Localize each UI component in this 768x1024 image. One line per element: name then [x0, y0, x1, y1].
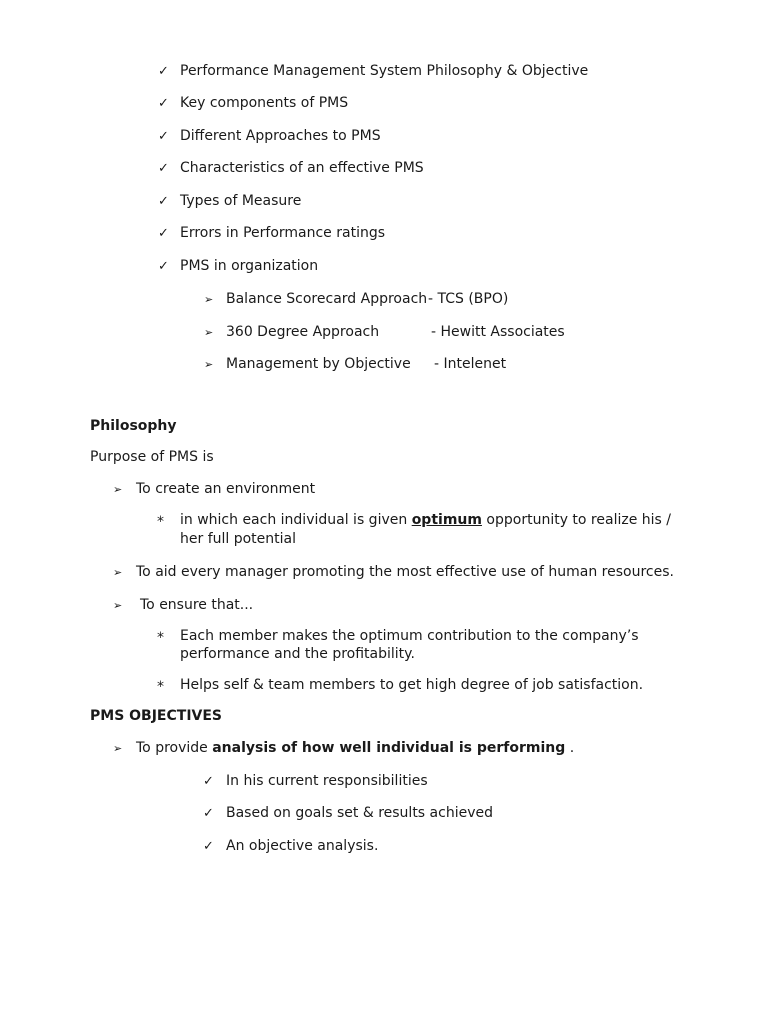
philosophy-subpoint: in which each individual is given optimum opportunity to realize his /: [180, 512, 671, 528]
checklist-item: PMS in organization: [180, 258, 319, 274]
check-icon: ✓: [158, 96, 169, 111]
arrow-bullet-icon: ➢: [204, 293, 214, 306]
philosophy-point: To ensure that...: [140, 597, 254, 613]
check-icon: ✓: [158, 129, 169, 144]
approach-name: Management by Objective: [226, 356, 411, 372]
arrow-bullet-icon: ➢: [113, 566, 123, 579]
philosophy-point: To create an environment: [136, 481, 316, 497]
checklist-item: Different Approaches to PMS: [180, 128, 381, 144]
arrow-bullet-icon: ➢: [113, 483, 123, 496]
check-icon: ✓: [158, 259, 169, 274]
checklist-item: Errors in Performance ratings: [180, 225, 386, 241]
checklist-item: Characteristics of an effective PMS: [180, 160, 424, 176]
philosophy-point: To aid every manager promoting the most effective use of human resources.: [136, 564, 674, 580]
objectives-item: In his current responsibilities: [226, 773, 428, 789]
check-icon: ✓: [203, 774, 214, 789]
checklist-item: Key components of PMS: [180, 95, 349, 111]
asterisk-bullet-icon: *: [157, 630, 164, 646]
philosophy-subpoint-line2: performance and the profitability.: [180, 646, 415, 662]
approach-name: 360 Degree Approach: [226, 324, 380, 340]
asterisk-bullet-icon: *: [157, 679, 164, 695]
approach-company: - Intelenet: [434, 356, 507, 372]
check-icon: ✓: [203, 806, 214, 821]
check-icon: ✓: [158, 64, 169, 79]
objectives-heading: PMS OBJECTIVES: [90, 708, 223, 724]
objectives-emphasis: analysis of how well individual is performing: [212, 740, 566, 756]
check-icon: ✓: [158, 194, 169, 209]
check-icon: ✓: [158, 161, 169, 176]
objectives-item: An objective analysis.: [226, 838, 379, 854]
asterisk-bullet-icon: *: [157, 514, 164, 530]
checklist-item: Types of Measure: [180, 193, 302, 209]
emphasis-optimum: optimum: [411, 512, 482, 528]
arrow-bullet-icon: ➢: [113, 599, 123, 612]
objectives-item: Based on goals set & results achieved: [226, 805, 493, 821]
arrow-bullet-icon: ➢: [113, 742, 123, 755]
check-icon: ✓: [203, 839, 214, 854]
philosophy-intro: Purpose of PMS is: [90, 449, 214, 465]
arrow-bullet-icon: ➢: [204, 326, 214, 339]
approach-company: - Hewitt Associates: [431, 324, 565, 340]
check-icon: ✓: [158, 226, 169, 241]
arrow-bullet-icon: ➢: [204, 358, 214, 371]
philosophy-subpoint: Helps self & team members to get high degree of job satisfaction.: [180, 677, 644, 693]
philosophy-subpoint-line2: her full potential: [180, 531, 296, 547]
approach-company: - TCS (BPO): [428, 291, 509, 307]
philosophy-heading: Philosophy: [90, 418, 177, 434]
objectives-point: To provide analysis of how well individual is performing .: [136, 740, 575, 756]
checklist-item: Performance Management System Philosophy & Objective: [180, 63, 589, 79]
philosophy-subpoint: Each member makes the optimum contribution to the company’s: [180, 628, 639, 644]
approach-name: Balance Scorecard Approach: [226, 291, 428, 307]
